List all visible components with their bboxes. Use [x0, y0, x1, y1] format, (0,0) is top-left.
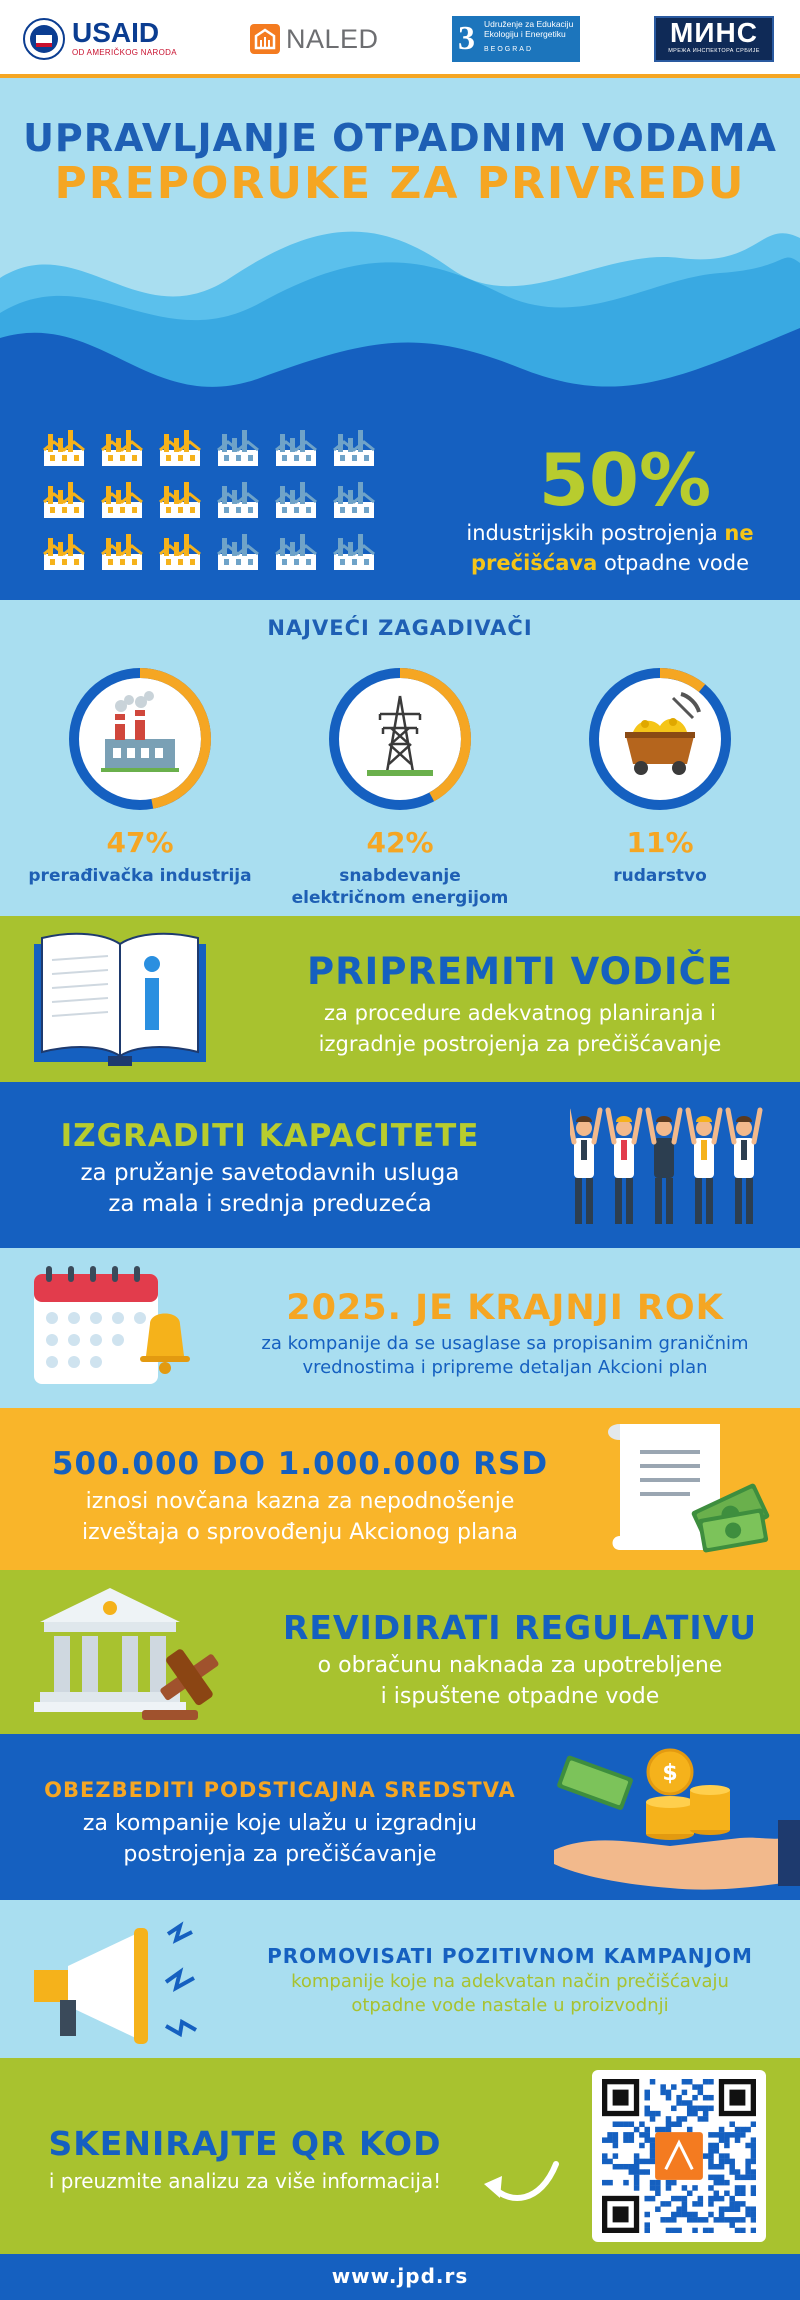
qr-code-image: [602, 2079, 756, 2233]
mins-tagline: МРЕЖА ИНСПЕКТОРА СРБИЈЕ: [668, 48, 760, 54]
polluters-title: NAJVEĆI ZAGADIVAČI: [267, 616, 533, 640]
vodice-line2: izgradnje postrojenja za prečišćavanje: [318, 1032, 722, 1056]
polluter-percent: 11%: [626, 826, 694, 859]
factory-icon: [276, 430, 316, 466]
factory-icon: [44, 534, 84, 570]
podsticaji-line1: za kompanije koje ulažu u izgradnju: [82, 1811, 478, 1836]
polluter-label-line1: prerađivačka industrija: [28, 866, 252, 886]
regulativa-line1: o obračunu naknada za upotrebljene: [317, 1653, 723, 1678]
polluter-label: [545, 865, 775, 887]
vodice-title: PRIPREMITI VODIČE: [306, 950, 734, 993]
polluters-section: [0, 600, 800, 916]
naled-wordmark: NALED: [286, 23, 379, 54]
cheering-people-icon: [570, 1102, 770, 1232]
kazna-line1: iznosi novčana kazna za nepodnošenje: [85, 1489, 515, 1514]
qr-logo-icon: [655, 2132, 703, 2180]
factory-icon: [160, 482, 200, 518]
rok-text: [220, 1332, 790, 1380]
usaid-logo: [22, 16, 202, 62]
stat-highlight-ne: ne: [724, 521, 754, 545]
person-icon: [688, 1110, 720, 1224]
qr-text: i preuzmite analizu za više informacija!: [48, 2169, 442, 2193]
rok-line1: za kompanije da se usaglase sa propisanim graničnim: [261, 1333, 749, 1354]
factory-icon: [160, 430, 200, 466]
rok-line2: vrednostima i pripreme detaljan Akcioni plan: [302, 1357, 708, 1378]
factory-icon: [334, 430, 374, 466]
polluter-label: [25, 865, 255, 887]
polluter-ring: [325, 664, 475, 814]
podsticaji-text: [20, 1808, 540, 1870]
grass-icon: [367, 770, 433, 776]
polluter-percent: 42%: [366, 826, 434, 859]
regulativa-text: [250, 1650, 790, 1712]
factory-icon: [102, 534, 142, 570]
zee-line3: BEOGRAD: [484, 46, 534, 53]
zee-line1: Udruženje za Edukaciju: [484, 19, 574, 29]
naled-mark-icon: [250, 24, 280, 54]
factory-icon: [334, 482, 374, 518]
stat-text-part2: otpadne vode: [603, 551, 749, 575]
stat-highlight-precisca: prečišćava: [471, 551, 598, 575]
factory-icon: [218, 534, 258, 570]
factory-icon: [102, 482, 142, 518]
stat-description: [430, 518, 790, 578]
kapaciteti-text: [20, 1158, 520, 1220]
stat-text-part1: industrijskih postrojenja: [466, 521, 718, 545]
megaphone-icon: [30, 1910, 220, 2050]
regulativa-title: REVIDIRATI REGULATIVU: [282, 1608, 758, 1647]
person-icon: [728, 1110, 760, 1224]
kazna-text: [20, 1486, 580, 1548]
footer-url[interactable]: www.jpd.rs: [331, 2264, 469, 2288]
factory-icon: [276, 534, 316, 570]
factory-icon: [160, 534, 200, 570]
hand-coins-icon: [550, 1742, 800, 1892]
kapaciteti-section: [0, 1082, 800, 1248]
logo-header: [0, 0, 800, 78]
curved-arrow-icon: [480, 2154, 560, 2214]
regulativa-line2: i ispuštene otpadne vode: [380, 1684, 660, 1709]
polluter-item: [25, 664, 255, 887]
main-subtitle: PREPORUKE ZA PRIVREDU: [54, 158, 746, 209]
factory-icon: [218, 482, 258, 518]
regulativa-section: [0, 1570, 800, 1734]
factory-grid: [40, 428, 400, 588]
main-title: UPRAVLJANJE OTPADNIM VODAMA: [23, 116, 777, 160]
vodice-section: [0, 916, 800, 1082]
kampanja-line2: otpadne vode nastale u proizvodnji: [351, 1995, 669, 2016]
naled-logo: [250, 16, 379, 62]
podsticaji-line2: postrojenja za prečišćavanje: [123, 1842, 437, 1867]
rok-section: [0, 1248, 800, 1408]
polluter-item: [285, 664, 515, 909]
rok-title: 2025. JE KRAJNJI ROK: [286, 1288, 724, 1328]
zee-logo: [452, 16, 580, 62]
polluter-label-line1: rudarstvo: [613, 866, 707, 886]
kampanja-text: [230, 1970, 790, 2018]
title-section: [0, 78, 800, 600]
vodice-text: [250, 998, 790, 1060]
polluter-label: [285, 865, 515, 909]
kazna-title: 500.000 DO 1.000.000 RSD: [51, 1446, 549, 1482]
podsticaji-section: [0, 1734, 800, 1900]
podsticaji-title: OBEZBEDITI PODSTICAJNA SREDSTVA: [44, 1778, 516, 1802]
qr-code[interactable]: [592, 2070, 766, 2242]
kampanja-title: PROMOVISATI POZITIVNOM KAMPANJOM: [267, 1944, 753, 1968]
factory-icon: [218, 430, 258, 466]
mins-wordmark: МИНС: [670, 17, 758, 48]
polluter-percent: 47%: [106, 826, 174, 859]
person-icon: [648, 1110, 680, 1224]
usaid-wordmark: USAID: [72, 17, 160, 48]
vodice-line1: za procedure adekvatnog planiranja i: [324, 1001, 716, 1025]
polluter-label-line2: električnom energijom: [291, 888, 509, 908]
polluter-item: [545, 664, 775, 887]
kapaciteti-line2: za mala i srednja preduzeća: [108, 1191, 432, 1217]
polluter-ring: [65, 664, 215, 814]
factory-icon: [276, 482, 316, 518]
stat-percent: 50%: [538, 438, 712, 522]
kazna-section: [0, 1408, 800, 1570]
zee-line2: Ekologiju i Energetiku: [484, 29, 566, 39]
factory-icon: [44, 482, 84, 518]
kazna-line2: izveštaja o sprovođenju Akcionog plana: [81, 1520, 519, 1545]
kampanja-section: [0, 1900, 800, 2058]
qr-section: [0, 2058, 800, 2254]
factory-icon: [334, 534, 374, 570]
person-icon: [608, 1110, 640, 1224]
svg-text:$: $: [662, 1761, 678, 1786]
kampanja-line1: kompanije koje na adekvatan način prečišćavaju: [291, 1971, 729, 1992]
polluter-ring: [585, 664, 735, 814]
kapaciteti-title: IZGRADITI KAPACITETE: [60, 1118, 480, 1154]
courthouse-gavel-icon: [30, 1578, 240, 1728]
factory-icon: [44, 430, 84, 466]
footer: [0, 2254, 800, 2300]
polluter-label-line1: snabdevanje: [339, 866, 461, 886]
qr-title: SKENIRAJTE QR KOD: [48, 2124, 442, 2163]
book-info-icon: [30, 930, 210, 1070]
usaid-tagline: OD AMERIČKOG NARODA: [72, 48, 177, 57]
invoice-money-icon: [600, 1420, 770, 1560]
zee-mark-icon: 3: [458, 20, 475, 57]
calendar-bell-icon: [30, 1264, 200, 1394]
kapaciteti-line1: za pružanje savetodavnih usluga: [80, 1160, 460, 1186]
person-icon: [570, 1110, 600, 1224]
mins-logo: [654, 16, 774, 62]
factory-icon: [102, 430, 142, 466]
